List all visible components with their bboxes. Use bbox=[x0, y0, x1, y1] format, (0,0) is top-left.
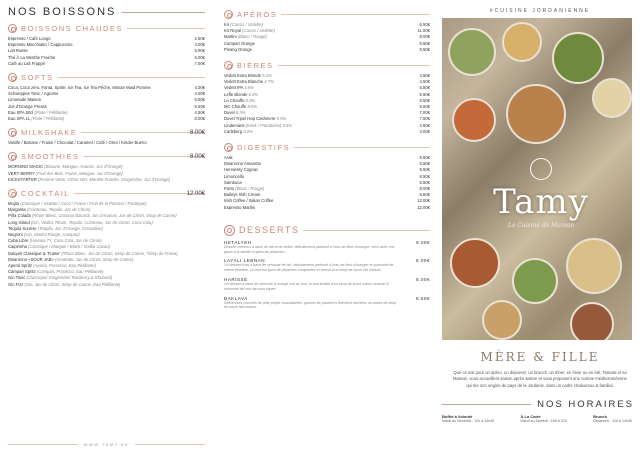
hours-time: Mardi au Samedi : 18h à 22h bbox=[520, 419, 567, 424]
item-name: Vedett Extra Blonde 5.2% bbox=[224, 73, 272, 79]
chaudes-item bbox=[8, 61, 205, 67]
item-name: Vedett Extra Blanche 4.7% bbox=[224, 79, 274, 85]
item-price: 6.50€ bbox=[419, 91, 430, 97]
item-name: Espresso Macchiatto / Cappuccino bbox=[8, 42, 73, 48]
item-price: 5.00€ bbox=[194, 48, 205, 54]
item-price: 6.50€ bbox=[194, 103, 205, 109]
item-price: 4.00€ bbox=[194, 85, 205, 91]
tamy-logo: Tamy La Cuisine de Maman bbox=[486, 158, 596, 229]
food-photo bbox=[442, 18, 632, 340]
item-price: 9.50€ bbox=[419, 40, 430, 46]
flower-icon bbox=[224, 61, 233, 70]
dessert-price: 8.00€ bbox=[416, 258, 430, 264]
item-name: Café au Lait Frappé bbox=[8, 60, 46, 66]
item-name: Vedett IPA 5.5% bbox=[224, 85, 254, 91]
milkshake-flavours: Vanille / Banane / Fraise / Chocolat / Caramel / Café / Oreo / Kinder Bueno bbox=[8, 140, 147, 146]
item-price: 7.00€ bbox=[194, 60, 205, 66]
item-name: Disaronno «SOUR JAB» (Amaretto, Jus de Citron, Sirop de Canne) bbox=[8, 256, 134, 262]
item-name: Gin Tonic (Classique/ Gingembre/ Raisberry & Rhubarb) bbox=[8, 275, 113, 281]
item-price: 9.50€ bbox=[419, 46, 430, 52]
item-name: Baileys Irish Cream bbox=[224, 192, 261, 198]
hours-item bbox=[593, 414, 632, 423]
item-name: Pisang Orange bbox=[224, 46, 252, 52]
mere-fille-heading: MÈRE & FILLE bbox=[480, 350, 600, 364]
item-name: Eau SPA 1L (Plate / Pétillante) bbox=[8, 116, 65, 122]
item-detail: (Blanc / Rouge) bbox=[237, 34, 267, 40]
list-smoothies bbox=[8, 164, 205, 183]
item-name: Carlsberg 0.0% bbox=[224, 128, 253, 134]
item-price: 5.00€ bbox=[194, 54, 205, 60]
hours-label: Brunch bbox=[593, 414, 608, 420]
item-price: 12.00€ bbox=[417, 204, 430, 210]
item-detail: (Cassis / Violette) bbox=[242, 28, 275, 34]
item-price: 5.50€ bbox=[419, 85, 430, 91]
item-name: Duvel 8.5% bbox=[224, 110, 246, 116]
item-detail: (Campari, Prosecco, Eau Pétillante) bbox=[36, 269, 104, 275]
item-detail: (Tequila, Jus d'Orange, Grenadine) bbox=[37, 225, 103, 231]
item-detail: (Blanc / Rouge) bbox=[235, 186, 265, 192]
item-detail: (Classique/ Gingembre/ Raisberry & Rhubarb) bbox=[26, 275, 113, 281]
dessert-name: LAYALI LEBNAN bbox=[224, 258, 266, 264]
item-price: 4.00€ bbox=[419, 128, 430, 134]
item-price: 6.50€ bbox=[194, 97, 205, 103]
section-chaudes bbox=[8, 24, 205, 33]
item-detail: (Aperol, Prosecco, Eau Pétillante) bbox=[33, 263, 96, 269]
item-name: La Chouffe 8.0% bbox=[224, 97, 256, 103]
website-link[interactable]: WWW.TAMY.BE bbox=[83, 442, 130, 447]
section-title: BIÈRES bbox=[237, 61, 274, 71]
section-digestifs bbox=[224, 143, 430, 152]
item-price: 4.00€ bbox=[194, 91, 205, 97]
item-detail: 8.5% bbox=[235, 110, 246, 116]
item-price: 6.50€ bbox=[419, 97, 430, 103]
dessert-name: HETALYEH bbox=[224, 239, 252, 245]
item-price: 4.00€ bbox=[194, 42, 205, 48]
dessert-price: 8.00€ bbox=[416, 277, 430, 283]
section-title: DESSERTS bbox=[239, 225, 300, 236]
item-price: 4.50€ bbox=[419, 73, 430, 79]
dessert-item bbox=[224, 258, 430, 273]
item-name: Thé À La Menthe Fraiche bbox=[8, 54, 56, 60]
hours-time: Mardi au Vendredi : 12h à 14h30 bbox=[442, 419, 495, 424]
flower-icon bbox=[224, 225, 235, 236]
item-detail: 0.0% bbox=[243, 128, 253, 134]
list-bieres bbox=[224, 73, 430, 135]
item-name: Duvel Tripel Hop Cashmere 9.5% bbox=[224, 116, 287, 122]
apero-item bbox=[224, 47, 430, 53]
cuisine-hashtag: #CUISINE JORDANIENNE bbox=[489, 8, 591, 14]
item-price: 9.50€ bbox=[419, 167, 430, 173]
cocktail-item bbox=[8, 282, 205, 288]
item-name: KICKSTARTER (Pomme Verte, Citron Vert, Menthe Fraiche, Gingembre, Jus d'Orange) bbox=[8, 176, 171, 182]
hours-time: Dimanche : 11h à 14h30 bbox=[593, 419, 632, 424]
item-price: 8.00€ bbox=[419, 34, 430, 40]
item-price: 6.50€ bbox=[419, 173, 430, 179]
hours-item bbox=[521, 414, 567, 423]
section-bieres bbox=[224, 61, 430, 70]
item-price: 11.00€ bbox=[417, 28, 430, 34]
dessert-name: BAKLAVA bbox=[224, 295, 248, 301]
item-price: 4.50€ bbox=[419, 79, 430, 85]
item-name: Tequila Sunrise (Tequila, Jus d'Orange, Grenadine) bbox=[8, 225, 103, 231]
hours-label: À La Carte bbox=[520, 414, 541, 420]
item-detail: 6.6% bbox=[248, 91, 259, 97]
flower-icon bbox=[8, 189, 17, 198]
hours-item bbox=[442, 414, 494, 423]
item-detail: 9.5% bbox=[276, 116, 287, 122]
item-detail: (Classique / Mangue / Black / Vodka Cacao) bbox=[28, 244, 111, 250]
item-price: 7.00€ bbox=[419, 110, 430, 116]
item-name: Disaronno Amaretto bbox=[224, 161, 262, 167]
item-name: Aperol Spritz (Aperol, Prosecco, Eau Pétillante) bbox=[8, 263, 96, 269]
item-price: 9.50€ bbox=[419, 155, 430, 161]
item-name: Daiquiri Classique & 'Fraise' (Rhum Blanc, Jus de Citron, Sirop de Canne, *Sirop de Fraise) bbox=[8, 250, 178, 256]
item-detail: (Gin, Martini Rouge, Campari) bbox=[23, 232, 80, 238]
section-title: MILKSHAKE bbox=[21, 128, 78, 138]
item-detail: 8.0% bbox=[247, 104, 257, 110]
dessert-item bbox=[224, 277, 430, 292]
item-detail: (Amaretto, Jus de Citron, Sirop de Canne) bbox=[55, 256, 134, 262]
item-name: Limoncello bbox=[224, 173, 245, 179]
flower-icon bbox=[224, 10, 233, 19]
list-digestifs bbox=[224, 155, 430, 211]
item-name: Limonade Maison bbox=[8, 97, 42, 103]
digestif-item bbox=[224, 205, 430, 211]
item-name: Kir Royal (Cassis / Violette) bbox=[224, 28, 275, 34]
about-paragraph: Que ce soit pour un apéro, un déjeuner, un brunch, un dîner, en hiver ou en été, Tamara et sa Maman, vous accueillent saison après saison et vous proposent une cuisine méditerranéenne qui tire son origine du pays de la Jordanie, dans un cadre chaleureux & familial. bbox=[453, 370, 627, 388]
info-column bbox=[440, 0, 640, 453]
item-name: Gin Fizz (Gin, Jus de Citron, Sirop de Canne, Eau Pétillante) bbox=[8, 281, 121, 287]
item-name: Piña Colada (Rhum Blanc, Coconut Bacardi, Jus d'Ananas, Jus de Citron, Sirop de Canne) bbox=[8, 213, 177, 219]
website-footer bbox=[8, 442, 205, 447]
flower-icon bbox=[8, 24, 17, 33]
item-name: Coca, Coca zéro, Fanta, Sprite, Ice Tea, Ice Tea Pêche, Minute Maid Pomme bbox=[8, 85, 151, 91]
item-name: Irish Coffee / Italian Coffee bbox=[224, 198, 274, 204]
section-softs bbox=[8, 73, 205, 82]
item-detail: (Fruit des Bois, Fraise, Mangue, Jus d'Orange) bbox=[35, 170, 123, 176]
item-detail: 4.7% bbox=[264, 79, 274, 85]
item-price: 2.50€ bbox=[194, 36, 205, 41]
item-price: 6.50€ bbox=[419, 22, 430, 27]
item-price: 8.00€ bbox=[194, 116, 205, 122]
item-name: Margarita (Cointreau, Tequila, Jus de Citron) bbox=[8, 207, 91, 213]
section-title: SOFTS bbox=[21, 73, 54, 83]
dessert-item bbox=[224, 296, 430, 311]
item-name: Kir (Cassis / Violette) bbox=[224, 22, 264, 27]
list-aperos bbox=[224, 22, 430, 53]
item-detail: 5.2% bbox=[262, 73, 272, 79]
item-price: 6.50€ bbox=[419, 179, 430, 185]
item-detail: (Banane, Mangue, Ananas, Jus d'Orange) bbox=[44, 164, 123, 170]
dessert-price: 9.00€ bbox=[416, 239, 430, 245]
dessert-name: HARISSÉ bbox=[224, 277, 248, 283]
item-name: MORNING MAGIC (Banane, Mangue, Ananas, Jus d'Orange) bbox=[8, 164, 123, 170]
hours-title: NOS HORAIRES bbox=[537, 399, 634, 411]
list-cocktail bbox=[8, 201, 205, 288]
item-name: Jus d'Orange Pressé bbox=[8, 103, 47, 109]
drinks-column bbox=[0, 0, 215, 453]
item-name: Schweppes Tonic / Agrume bbox=[8, 91, 59, 97]
item-name: MC Chouffe 8.0% bbox=[224, 104, 257, 110]
item-name: Hennessy Cognac bbox=[224, 167, 259, 173]
biere-item bbox=[224, 129, 430, 135]
list-softs bbox=[8, 85, 205, 122]
item-detail: (Rhum Blanc, Coconut Bacardi, Jus d'Ananas, Jus de Citron, Sirop de Canne) bbox=[31, 213, 177, 219]
page-title: NOS BOISSONS bbox=[8, 6, 117, 18]
item-name: Leffe Blonde 6.6% bbox=[224, 91, 259, 97]
cocktail-price: 12.00€ bbox=[186, 191, 205, 198]
item-detail: (Plate / Pétillante) bbox=[31, 116, 65, 122]
hours-header bbox=[442, 399, 634, 410]
softs-item bbox=[8, 116, 205, 122]
flower-icon bbox=[8, 73, 17, 82]
dessert-description: Dessert crémeux à base de lait et de farine, délicatement parfumé à l'eau de fleur d'oranger, servi avec une glace à la vanille et garni de pistaches. bbox=[224, 244, 395, 254]
item-price: 6.50€ bbox=[419, 192, 430, 198]
item-detail: 8.0% bbox=[245, 97, 256, 103]
item-price: 8.00€ bbox=[419, 186, 430, 192]
milkshake-price: 8.00€ bbox=[189, 130, 205, 137]
item-detail: (Gin, Vodka, Rhum, Tequila, Cointreau, Jus de Citron, Coca Cola) bbox=[30, 219, 153, 225]
section-title: SMOOTHIES bbox=[21, 152, 80, 162]
hours-label: Buffet à Volonté bbox=[442, 414, 473, 420]
item-price: 4.50€ bbox=[194, 109, 205, 115]
item-detail: (Havana 7Y, Coca Cola, Jus de Citron) bbox=[29, 238, 102, 244]
item-name: Espresso / Café Lungo bbox=[8, 36, 51, 41]
item-detail: (Kriek / Framboise) 3.5% bbox=[245, 122, 292, 128]
dessert-description: Un dessert frais à base de semoule de blé, délicatement parfumé à l'eau de fleur d'oranger et surmonté de crème fouettée. Le tout est garni de pistaches croquantes et arrosé d'un sirop de sucre fait maison. bbox=[224, 263, 394, 273]
dessert-description: Délicieuses couches de pâte phyllo croustillantes, garnies de pistaches finement hachées, arrosées de sirop de sucre fait maison. bbox=[224, 300, 397, 310]
item-price: 7.50€ bbox=[419, 116, 430, 122]
item-detail: (Pomme Verte, Citron Vert, Menthe Fraiche, Gingembre, Jus d'Orange) bbox=[38, 176, 171, 182]
item-price: 12.00€ bbox=[417, 198, 430, 204]
smoothie-item bbox=[8, 177, 205, 183]
section-aperos bbox=[224, 10, 430, 19]
nos-boissons-header bbox=[8, 6, 205, 18]
item-name: Eau SPA 50cl (Plate / Pétillante) bbox=[8, 109, 68, 115]
item-name: Mojito (Classique / Violette / Coco / Fraise / Fruit de la Passion / Pastèque) bbox=[8, 201, 147, 207]
item-detail: (Cointreau, Tequila, Jus de Citron) bbox=[26, 207, 91, 213]
item-name: VERY BERRY (Fruit des Bois, Fraise, Mangue, Jus d'Orange) bbox=[8, 170, 123, 176]
item-detail: (Cassis / Violette) bbox=[230, 22, 264, 27]
item-name: Negroni (Gin, Martini Rouge, Campari) bbox=[8, 232, 80, 238]
item-detail: (Rhum Blanc, Jus de Citron, Sirop de Canne, *Sirop de Fraise) bbox=[61, 250, 178, 256]
item-name: Porto (Blanc / Rouge) bbox=[224, 186, 265, 192]
item-detail: (Classique / Violette / Coco / Fraise / Fruit de la Passion / Pastèque) bbox=[20, 201, 147, 207]
logo-mark-icon bbox=[525, 153, 556, 184]
section-title: DIGESTIFS bbox=[237, 143, 291, 153]
section-desserts bbox=[224, 225, 430, 236]
item-detail: 5.5% bbox=[244, 85, 254, 91]
hours-list bbox=[440, 414, 640, 423]
item-name: Espresso Martini bbox=[224, 204, 256, 210]
smoothies-price: 8.00€ bbox=[189, 154, 205, 161]
dessert-item bbox=[224, 240, 430, 255]
item-price: 6.50€ bbox=[419, 104, 430, 110]
item-name: Lait Russe bbox=[8, 48, 28, 54]
item-name: Campari Spritz (Campari, Prosecco, Eau Pétillante) bbox=[8, 269, 104, 275]
flower-icon bbox=[224, 143, 233, 152]
list-chaudes bbox=[8, 36, 205, 67]
item-name: Lindemans (Kriek / Framboise) 3.5% bbox=[224, 122, 292, 128]
item-detail: (Gin, Jus de Citron, Sirop de Canne, Eau Pétillante) bbox=[24, 281, 121, 287]
item-price: 6.50€ bbox=[419, 161, 430, 167]
item-name: Arak bbox=[224, 155, 233, 161]
item-name: Long Island (Gin, Vodka, Rhum, Tequila, Cointreau, Jus de Citron, Coca Cola) bbox=[8, 219, 153, 225]
list-desserts bbox=[224, 240, 430, 310]
apero-column bbox=[218, 0, 438, 453]
dessert-price: 8.50€ bbox=[416, 295, 430, 301]
section-title: COCKTAIL bbox=[21, 189, 70, 199]
item-name: Caipirinha (Classique / Mangue / Black / Vodka Cacao) bbox=[8, 244, 111, 250]
item-price: 4.50€ bbox=[419, 122, 430, 128]
item-name: Cuba Libre (Havana 7Y, Coca Cola, Jus de Citron) bbox=[8, 238, 102, 244]
item-name: Martini (Blanc / Rouge) bbox=[224, 34, 267, 40]
dessert-description: Un dessert à base de semoule & orange cuit au four, le tout imbibé d'un sirop de sucre saisis caramel & recouvert de noix de coco râpée. bbox=[224, 282, 389, 291]
item-detail: (Plate / Pétillante) bbox=[34, 109, 68, 115]
section-title: APÉROS bbox=[237, 10, 278, 19]
item-name: Campari Orange bbox=[224, 40, 255, 46]
section-title: BOISSONS CHAUDES bbox=[21, 24, 123, 33]
item-name: Sambuca bbox=[224, 179, 242, 185]
